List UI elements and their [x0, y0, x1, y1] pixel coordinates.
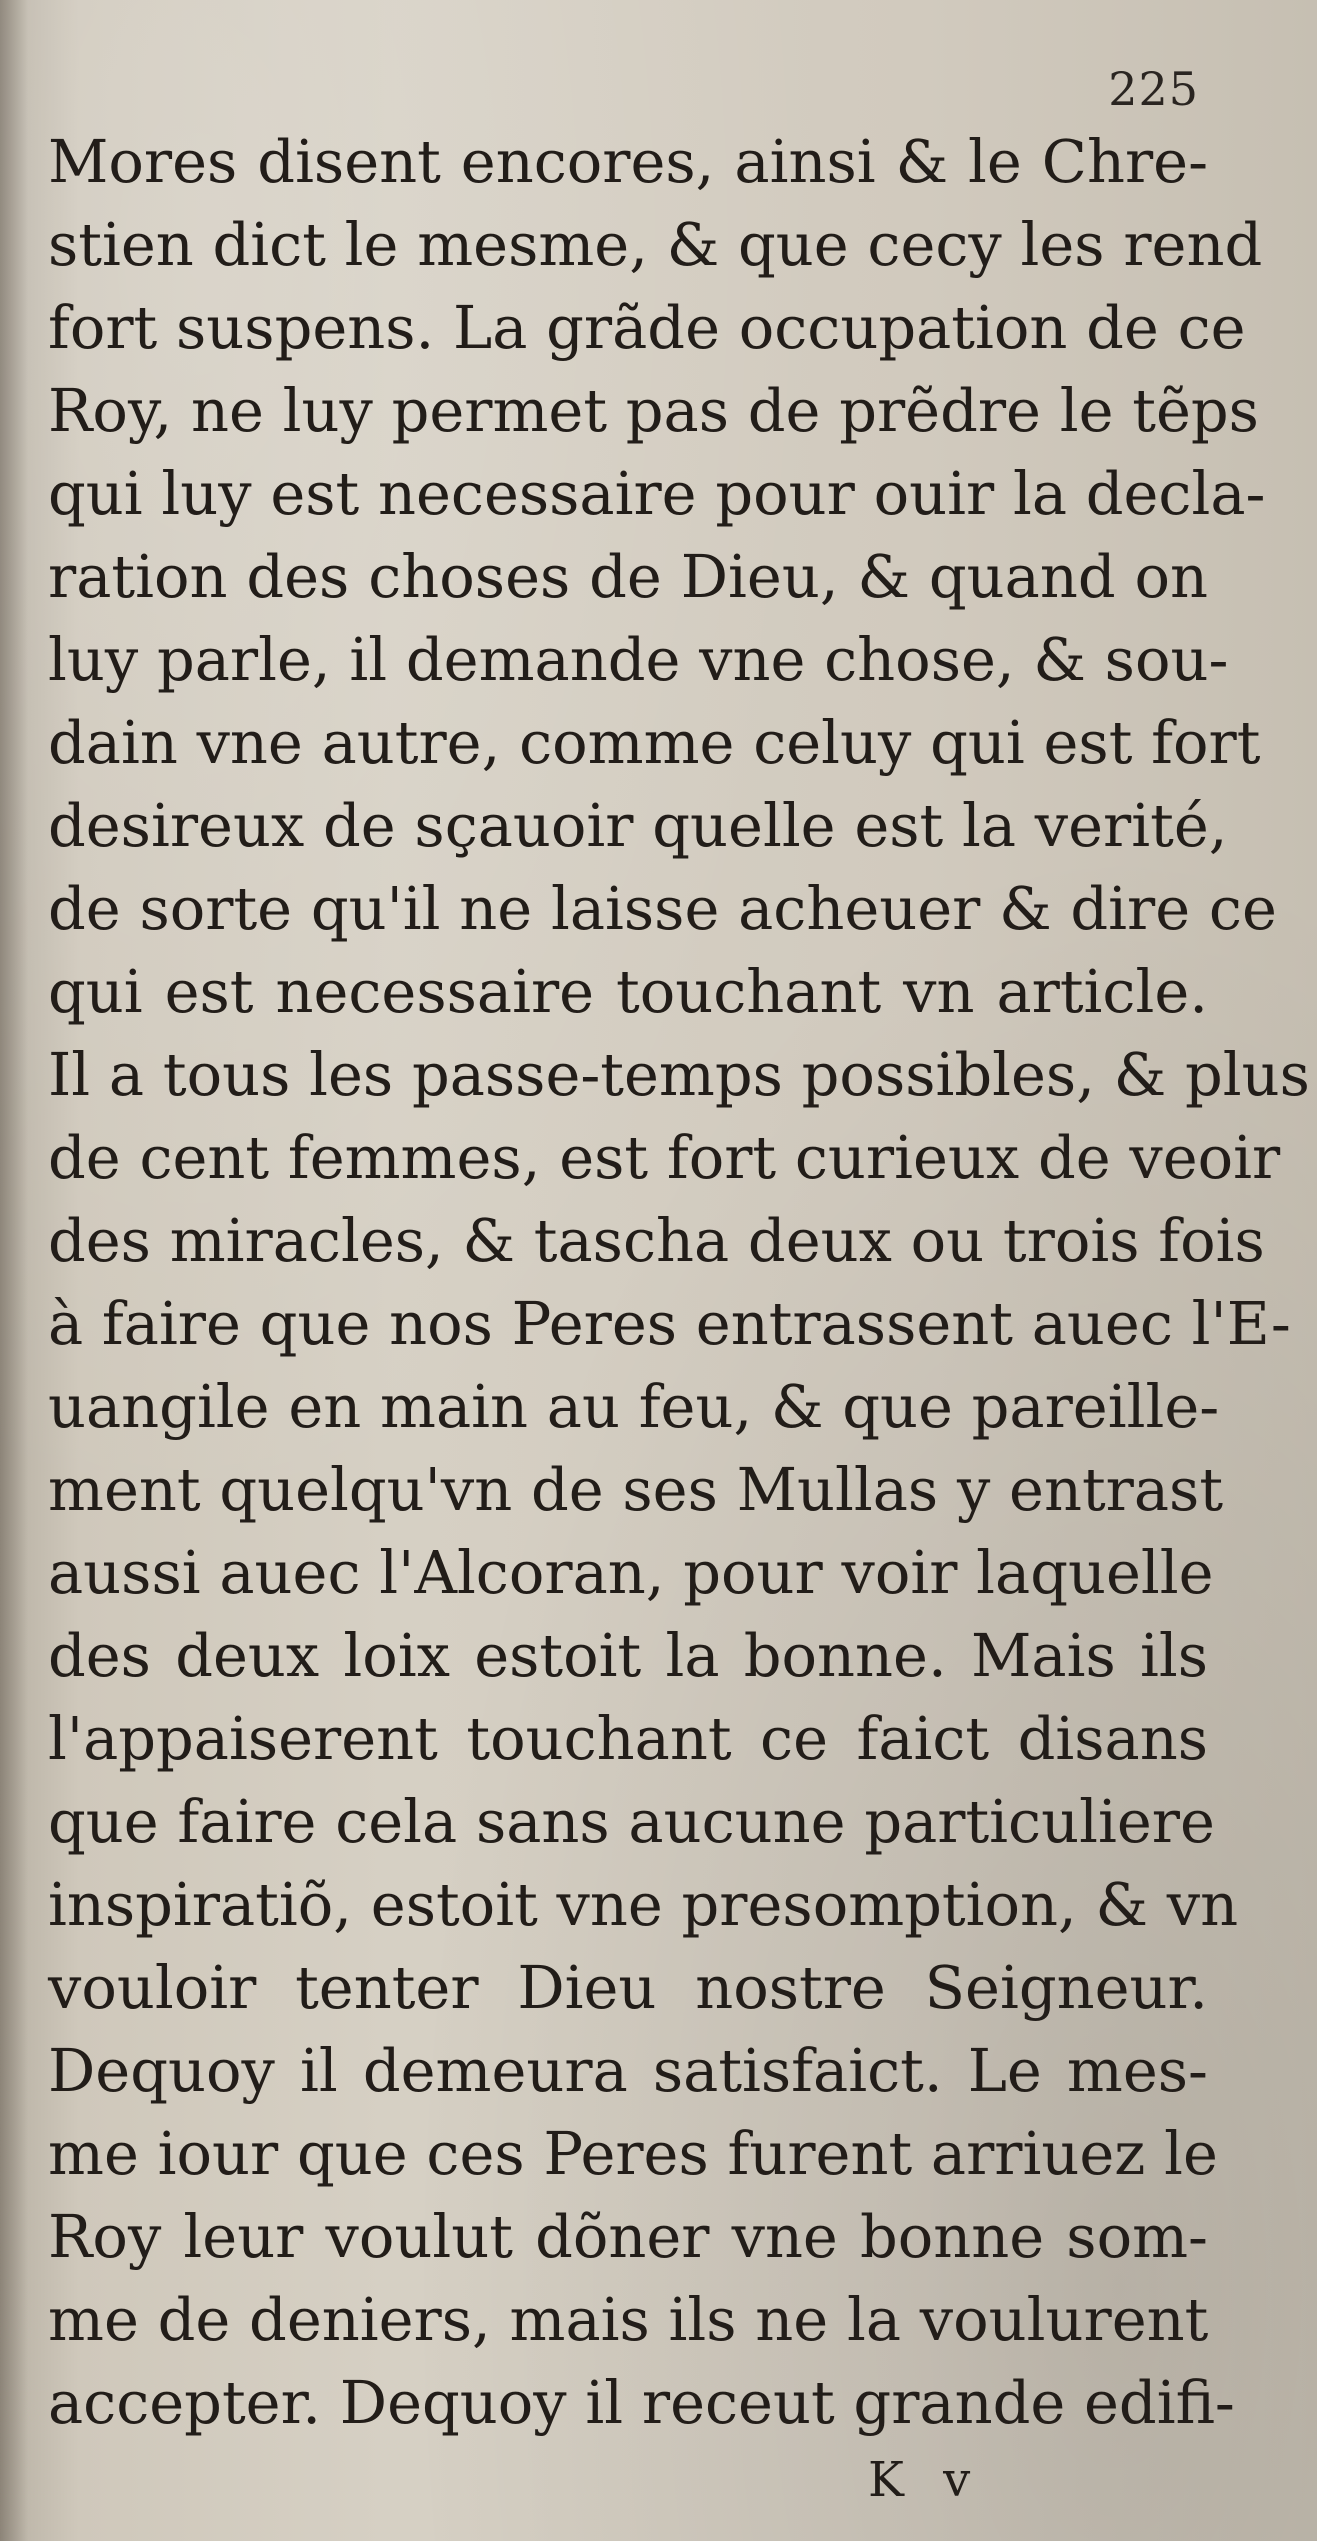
text-line: de cent femmes, est fort curieux de veoir: [48, 1123, 1281, 1192]
text-line: de sorte qu'il ne laisse acheuer & dire ce: [48, 874, 1277, 943]
text-line: me de deniers, mais ils ne la voulurent: [48, 2285, 1209, 2354]
text-line: me iour que ces Peres furent arriuez le: [48, 2119, 1218, 2188]
text-line: que faire cela sans aucune particuliere: [48, 1787, 1215, 1856]
text-line: ment quelqu'vn de ses Mullas y entrast: [48, 1455, 1224, 1524]
signature-mark: K v: [868, 2452, 983, 2508]
text-line: qui luy est necessaire pour ouir la decla-: [48, 459, 1266, 528]
text-line: des deux loix estoit la bonne. Mais ils: [48, 1621, 1208, 1690]
text-line: aussi auec l'Alcoran, pour voir laquelle: [48, 1538, 1214, 1607]
text-line: inspiratiõ, estoit vne presomption, & vn: [48, 1870, 1239, 1939]
text-line: Roy leur voulut dõner vne bonne som-: [48, 2202, 1208, 2271]
text-line: Roy, ne luy permet pas de prẽdre le tẽps: [48, 376, 1259, 445]
text-line: luy parle, il demande vne chose, & sou-: [48, 625, 1229, 694]
text-line: dain vne autre, comme celuy qui est fort: [48, 708, 1261, 777]
binding-shadow: [0, 0, 28, 2541]
text-line: à faire que nos Peres entrassent auec l'E-: [48, 1289, 1291, 1358]
text-line: fort suspens. La grãde occupation de ce: [48, 293, 1246, 362]
text-line: l'appaiserent touchant ce faict disans: [48, 1704, 1208, 1773]
text-line: Mores disent encores, ainsi & le Chre-: [48, 127, 1208, 196]
text-line: Il a tous les passe-temps possibles, & plus: [48, 1040, 1310, 1109]
text-line: ration des choses de Dieu, & quand on: [48, 542, 1208, 611]
text-line: vouloir tenter Dieu nostre Seigneur.: [48, 1953, 1208, 2022]
text-line: accepter. Dequoy il receut grande edifi-: [48, 2368, 1235, 2437]
text-line: qui est necessaire touchant vn article.: [48, 957, 1208, 1026]
text-line: stien dict le mesme, & que cecy les rend: [48, 210, 1263, 279]
page-number: 225: [1108, 62, 1199, 116]
text-line: uangile en main au feu, & que pareille-: [48, 1372, 1220, 1441]
text-line: Dequoy il demeura satisfaict. Le mes-: [48, 2036, 1208, 2105]
text-line: des miracles, & tascha deux ou trois fois: [48, 1206, 1265, 1275]
body-text: [48, 120, 1310, 2444]
text-line: desireux de sçauoir quelle est la verité,: [48, 791, 1228, 860]
